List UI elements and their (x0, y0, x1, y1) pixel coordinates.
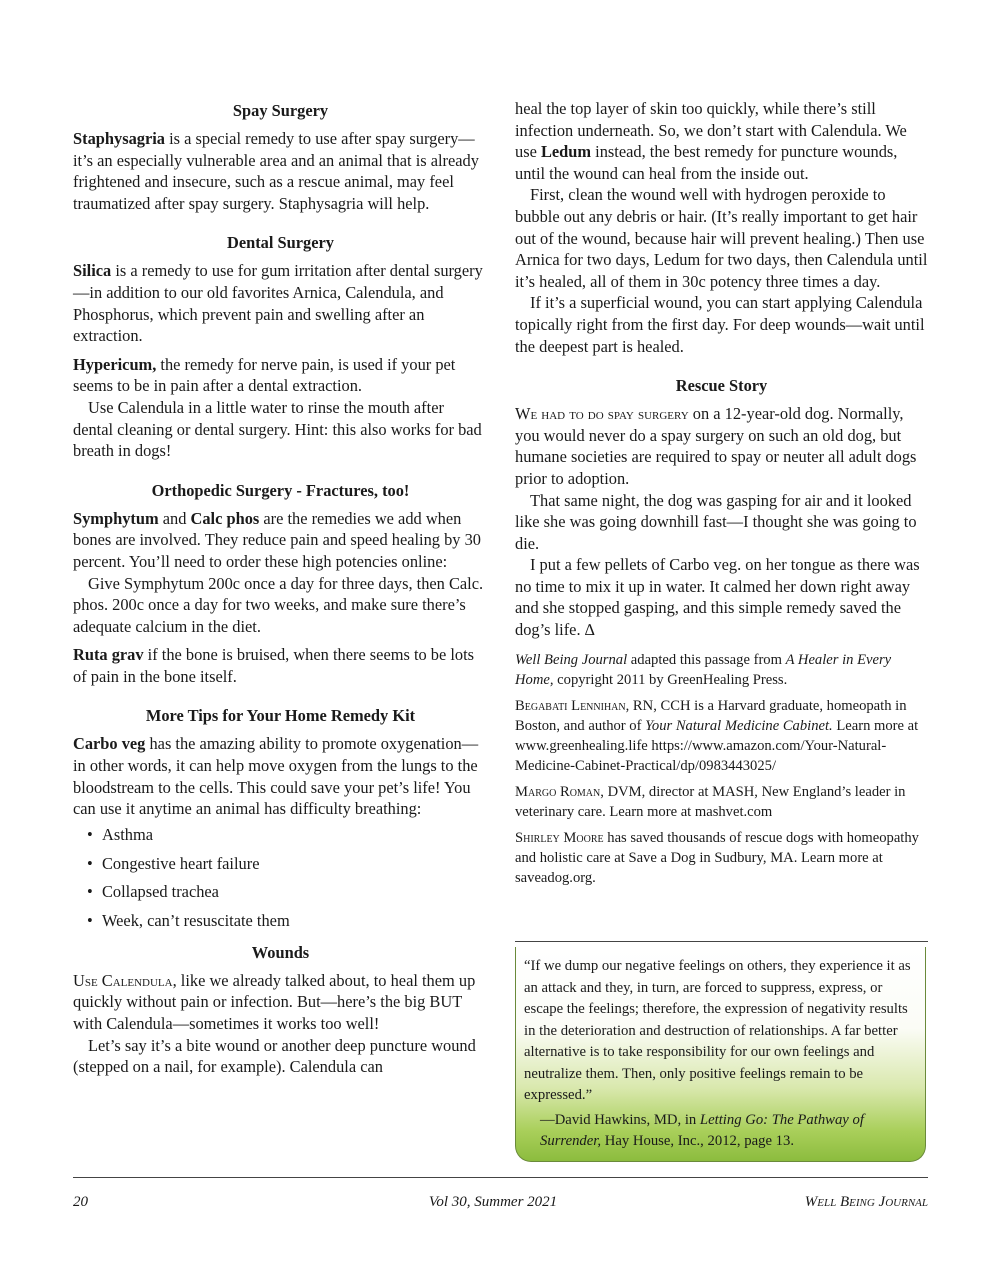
text: is a special remedy to use after spay surgery—it’s an especially vulnerable area and an animal that is already frightened and insecure, such as a rescue animal, may feel traumatized after spay surgery. Staphysagria will help. (73, 129, 479, 213)
book-title: A Healer in Every Home, (515, 651, 892, 688)
author-name: Margo Roman (515, 783, 601, 800)
paragraph-dosage: Give Symphytum 200c once a day for three days, then Calc. phos. 200c once a day for two weeks, and make sure there’s adequate calcium in the diet. (73, 573, 484, 636)
heading-more-tips: More Tips for Your Home Remedy Kit (145, 706, 416, 726)
text: has the amazing ability to promote oxygenation—in other words, it can help move oxygen from the lungs to the bloodstream to the cells. This could save your pet’s life! You can use it anytime an animal has difficulty breathing: (73, 734, 479, 819)
text: has saved thousands of rescue dogs with homeopathy and holistic care at Save a Dog in Sudbury, MA. Learn more at saveadog.org. (515, 829, 919, 886)
paragraph-bite-wound: Let’s say it’s a bite wound or another deep puncture wound (stepped on a nail, for example). Calendula can (73, 1035, 476, 1077)
paragraph-silica (73, 260, 488, 346)
text: is a remedy to use for gum irritation after dental surgery—in addition to our old favorites Arnica, Calendula, and Phosphorus, which prevent pain and swelling after an extraction. (73, 261, 483, 346)
paragraph-use-calendula (73, 970, 488, 1035)
paragraph-symphytum (73, 508, 488, 573)
paragraph-ruta-grav (73, 644, 488, 687)
text: if the bone is bruised, when there seems to be lots of pain in the bone itself. (73, 645, 475, 686)
paragraph-calendula-rinse: Use Calendula in a little water to rinse the mouth after dental cleaning or dental surgery. Hint: this also works for bad breath in dogs! (73, 397, 482, 461)
text: Hay House, Inc., 2012, page 13. (601, 1133, 794, 1149)
text: are the remedies we add when bones are involved. They reduce pain and speed healing by 30 percent. You’ll need to order these high potencies online: (73, 508, 481, 571)
left-column (73, 98, 488, 1078)
term-silica: Silica (73, 261, 112, 281)
journal-name: Well Being Journal (515, 651, 628, 668)
author-name: Shirley Moore (515, 829, 604, 846)
paragraph-ledum (515, 98, 928, 184)
quote-text: “If we dump our negative feelings on others, they experience it as an attack and they, in turn, are forced to suppress, express, or escape the feelings; therefore, the expression of negativity results in the deterioration and destruction of relationships. A far better alternative is to take responsibility for our own feelings and neutralize them. Then, only positive feelings remain to be expressed.” (524, 958, 911, 1103)
paragraph-carbo-veg-saved: I put a few pellets of Carbo veg. on her tongue as there was no time to mix it up in water. It calmed her down right away and she stopped gasping, and this simple remedy saved the dog’s life. ∆ (515, 555, 920, 640)
list-item: • Congestive heart failure (87, 853, 488, 875)
text: the remedy for nerve pain, is used if your pet seems to be in pain after a dental extraction. (73, 354, 456, 396)
book-title: Your Natural Medicine Cabinet. (645, 717, 833, 734)
right-column (515, 98, 928, 888)
text: , DVM, director at MASH, New England’s leader in veterinary care. Learn more at mashvet.com (515, 783, 906, 820)
quote-attribution (524, 1110, 917, 1153)
heading-rescue-story: Rescue Story (675, 376, 768, 396)
quote-box (515, 947, 926, 1162)
text: adapted this passage from (627, 651, 786, 668)
paragraph-gasping: That same night, the dog was gasping for air and it looked like she was going downhill fast—I thought she was going to die. (515, 490, 917, 553)
lead-in: We had to do spay surgery (515, 404, 689, 424)
term-ledum: Ledum (540, 142, 592, 162)
heading-spay-surgery: Spay Surgery (232, 101, 329, 120)
page-number: 20 (73, 1194, 88, 1210)
heading-orthopedic-surgery: Orthopedic Surgery - Fractures, too! (151, 480, 410, 500)
credit-lennihan (515, 696, 928, 776)
issue-info: Vol 30, Summer 2021 (428, 1194, 558, 1210)
term-carbo-veg: Carbo veg (73, 734, 146, 754)
list-item: • Asthma (87, 824, 488, 846)
text: , RN, CCH is a Harvard graduate, homeopath in Boston, and author of (515, 697, 907, 734)
footer-rule (73, 1177, 928, 1178)
text: and (158, 508, 191, 528)
term-symphytum: Symphytum (73, 508, 159, 528)
term-hypericum: Hypericum, (73, 354, 157, 374)
lead-in: Use Calendula (73, 970, 173, 990)
list-item: • Collapsed trachea (87, 881, 488, 903)
term-calc-phos: Calc phos (190, 508, 260, 528)
book-title: Letting Go: The Pathway of Surrender, (540, 1111, 864, 1149)
text: copyright 2011 by GreenHealing Press. (553, 671, 788, 688)
heading-dental-surgery: Dental Surgery (227, 233, 334, 253)
quote-top-rule (515, 941, 928, 942)
term-ruta-grav: Ruta grav (73, 645, 144, 665)
credit-moore (515, 828, 928, 888)
paragraph-hypericum (73, 354, 488, 397)
text: —David Hawkins, MD, in (540, 1111, 700, 1128)
list-item: • Week, can’t resuscitate them (87, 910, 488, 932)
breathing-conditions-list (73, 824, 488, 932)
credit-source (515, 650, 928, 690)
paragraph-spay-old-dog (515, 403, 928, 489)
journal-name-footer: Well Being Journal (804, 1194, 928, 1210)
text: , like we already talked about, to heal them up quickly without pain or infection. But—here’s the big BUT with Calendula—sometimes it works too well! (73, 970, 476, 1033)
author-name: Begabati Lennihan (515, 697, 626, 714)
term-staphysagria: Staphysagria (73, 129, 165, 148)
text: on a 12-year-old dog. Normally, you would never do a spay surgery on such an old dog, but humane societies are required to spay or neuter all adult dogs prior to adoption. (515, 404, 917, 488)
heading-wounds: Wounds (251, 942, 310, 962)
text: instead, the best remedy for puncture wounds, until the wound can heal from the inside out. (515, 142, 898, 183)
text: Learn more at www.greenhealing.life https://www.amazon.com/Your-Natural-Medicine-Cabinet-Practical/dp/0983443025/ (515, 717, 919, 774)
paragraph-superficial-wound: If it’s a superficial wound, you can start applying Calendula topically right from the first day. For deep wounds—wait until the deepest part is healed. (515, 293, 925, 356)
paragraph-clean-wound: First, clean the wound well with hydrogen peroxide to bubble out any debris or hair. (It’s really important to get hair out of the wound, because hair will prevent healing.) Then use Arnica for two days, Ledum for two days, then Calendula until it’s healed, all of them in 30c potency three times a day. (515, 185, 928, 291)
paragraph-staphysagria (73, 128, 488, 214)
text: heal the top layer of skin too quickly, while there’s still infection underneath. So, we don’t start with Calendula. We use (515, 99, 907, 162)
credit-roman (515, 782, 928, 822)
paragraph-carbo-veg (73, 733, 488, 819)
